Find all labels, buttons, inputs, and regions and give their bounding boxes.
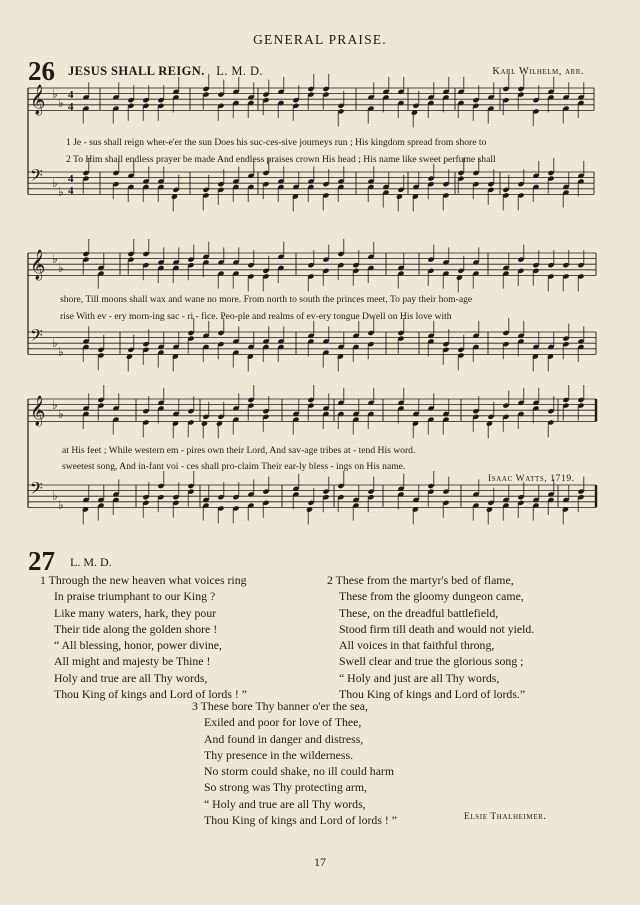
verse-line: Thou King of kings and Lord of lords ! ”: [54, 687, 247, 702]
verse-line: Holy and true are all Thy words,: [54, 670, 208, 685]
verse-line: All might and majesty be Thine !: [54, 654, 211, 669]
lyric-s2-v2: rise With ev - ery morn-ing sac - ri - fice. Peo-ple and realms of ev-ery tongue Dwell on His love with: [60, 311, 452, 322]
bass-clef-icon: 𝄢: [30, 165, 43, 189]
time-signature-bottom: 4: [68, 101, 74, 113]
hymn-27-verse-3: [192, 698, 397, 828]
lyric-s3-v1: at His feet ; While western em - pires own their Lord, And sav-age tribes at - tend His word.: [62, 445, 416, 456]
bass-clef-icon: 𝄢: [30, 478, 43, 502]
hymn-26-composer: Karl Wilhelm, arr.: [492, 66, 584, 77]
verse-line: Their tide along the golden shore !: [54, 621, 218, 636]
verse-line: Like many waters, hark, they pour: [54, 605, 217, 620]
treble-clef-icon: 𝄞: [30, 85, 46, 115]
verse-line: Thy presence in the wilderness.: [204, 747, 354, 762]
treble-clef-icon: 𝄞: [30, 250, 46, 280]
flat-sign-icon: ♭: [58, 345, 64, 359]
hymn-27-verse-2: [327, 572, 534, 702]
verse-line: These from the gloomy dungeon came,: [339, 589, 524, 604]
flat-sign-icon: ♭: [58, 96, 64, 110]
verse-line: In praise triumphant to our King ?: [54, 589, 216, 604]
verse-line: 2 These from the martyr's bed of flame,: [327, 573, 514, 587]
running-header: GENERAL PRAISE.: [253, 32, 387, 47]
flat-sign-icon: ♭: [52, 336, 58, 350]
lyric-s2-v1: shore, Till moons shall wax and wane no more. From north to south the princes meet, To pay their hom-age: [60, 294, 473, 305]
time-signature-top: 4: [68, 89, 74, 101]
bass-clef-icon: 𝄢: [30, 325, 43, 349]
verse-line: And found in danger and distress,: [204, 731, 364, 746]
verse-line: So strong was Thy protecting arm,: [204, 780, 367, 795]
flat-sign-icon: ♭: [58, 498, 64, 512]
hymn-26-meter: L. M. D.: [216, 64, 263, 78]
verse-line: No storm could shake, no ill could harm: [204, 764, 395, 779]
time-signature-bottom: 4: [68, 185, 74, 197]
flat-sign-icon: ♭: [58, 261, 64, 275]
hymn-number-27: 27: [28, 546, 55, 576]
verse-line: Thou King of kings and Lord of lords ! ”: [204, 813, 397, 828]
lyric-s1-v1: 1 Je - sus shall reign wher-e'er the sun Does his suc-ces-sive journeys run ; His kingdom spread from shore to: [66, 137, 487, 148]
verse-line: These, on the dreadful battlefield,: [339, 605, 499, 620]
flat-sign-icon: ♭: [58, 185, 64, 199]
verse-line: Exiled and poor for love of Thee,: [204, 715, 362, 730]
verse-line: “ Holy and just are all Thy words,: [339, 670, 500, 685]
hymn-number-26: 26: [28, 56, 55, 86]
lyric-s1-v2: 2 To Him shall endless prayer be made And endless praises crown His head ; His name like sweet perfume shall: [66, 154, 496, 165]
flat-sign-icon: ♭: [52, 489, 58, 503]
flat-sign-icon: ♭: [52, 252, 58, 266]
hymn-27-author: Elsie Thalheimer.: [464, 812, 547, 822]
hymn-26-title: JESUS SHALL REIGN.: [68, 64, 205, 78]
verse-line: “ Holy and true are all Thy words,: [204, 796, 366, 811]
verse-line: 3 These bore Thy banner o'er the sea,: [192, 699, 368, 713]
flat-sign-icon: ♭: [52, 398, 58, 412]
hymn-27-verse-1: [40, 572, 247, 702]
flat-sign-icon: ♭: [58, 407, 64, 421]
flat-sign-icon: ♭: [52, 176, 58, 190]
verse-line: 1 Through the new heaven what voices ring: [40, 573, 247, 587]
hymn-26-author: Isaac Watts, 1719.: [488, 474, 575, 484]
verse-line: Thou King of kings and Lord of lords.”: [339, 687, 526, 702]
verse-line: Swell clear and true the glorious song ;: [339, 654, 524, 669]
page-number: 17: [314, 855, 326, 869]
flat-sign-icon: ♭: [52, 87, 58, 101]
verse-line: Stood firm till death and would not yield.: [339, 621, 535, 636]
verse-line: All voices in that faithful throng,: [339, 638, 495, 653]
hymn-27-meter: L. M. D.: [70, 555, 112, 569]
treble-clef-icon: 𝄞: [30, 396, 46, 426]
verse-line: “ All blessing, honor, power divine,: [54, 638, 222, 653]
lyric-s3-v2: sweetest song, And in-fant voi - ces shall pro-claim Their ear-ly bless - ings on His name.: [62, 461, 406, 472]
time-signature-top: 4: [68, 173, 74, 185]
